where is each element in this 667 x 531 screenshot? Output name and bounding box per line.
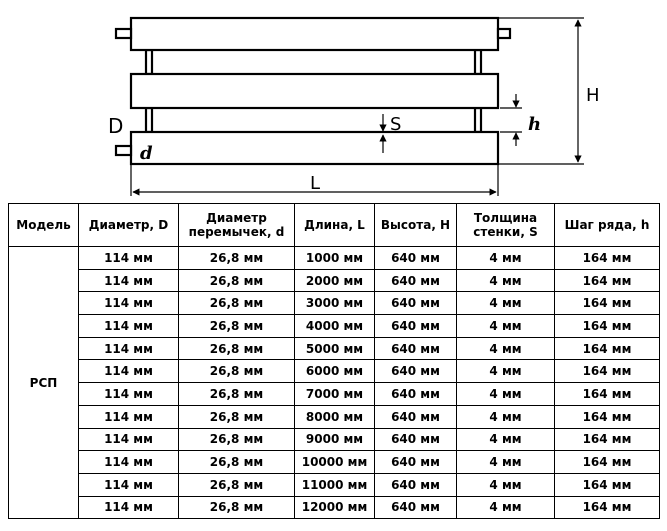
cell-height: 640 мм	[375, 405, 457, 428]
label-D: D	[108, 114, 124, 138]
cell-height: 640 мм	[375, 337, 457, 360]
label-S: S	[390, 114, 402, 135]
cell-wall-thickness: 4 мм	[457, 451, 555, 474]
cell-height: 640 мм	[375, 360, 457, 383]
cell-height: 640 мм	[375, 292, 457, 315]
cell-row-step: 164 мм	[555, 405, 660, 428]
cell-diameter: 114 мм	[79, 428, 179, 451]
cell-wall-thickness: 4 мм	[457, 269, 555, 292]
table-row	[9, 451, 660, 474]
cell-jumper-diameter: 26,8 мм	[179, 247, 295, 270]
cell-jumper-diameter: 26,8 мм	[179, 292, 295, 315]
cell-row-step: 164 мм	[555, 428, 660, 451]
cell-height: 640 мм	[375, 247, 457, 270]
cell-wall-thickness: 4 мм	[457, 496, 555, 519]
cell-model: РСП	[9, 247, 79, 519]
cell-length: 9000 мм	[295, 428, 375, 451]
cell-wall-thickness: 4 мм	[457, 405, 555, 428]
table-row	[9, 428, 660, 451]
cell-length: 12000 мм	[295, 496, 375, 519]
pipe-bottom	[131, 132, 498, 164]
header-diameter: Диаметр, D	[79, 204, 179, 247]
cell-row-step: 164 мм	[555, 292, 660, 315]
cell-row-step: 164 мм	[555, 496, 660, 519]
cell-wall-thickness: 4 мм	[457, 383, 555, 406]
cell-row-step: 164 мм	[555, 383, 660, 406]
pipe-middle	[131, 74, 498, 108]
cell-wall-thickness: 4 мм	[457, 292, 555, 315]
table-row	[9, 473, 660, 496]
cell-height: 640 мм	[375, 496, 457, 519]
cell-jumper-diameter: 26,8 мм	[179, 428, 295, 451]
label-d: d	[140, 143, 153, 164]
table-row	[9, 292, 660, 315]
cell-jumper-diameter: 26,8 мм	[179, 360, 295, 383]
cell-diameter: 114 мм	[79, 383, 179, 406]
pipe-top	[131, 18, 498, 50]
header-jumper-diameter: Диаметр перемычек, d	[179, 204, 295, 247]
cell-diameter: 114 мм	[79, 247, 179, 270]
jumper	[475, 50, 481, 74]
cell-row-step: 164 мм	[555, 473, 660, 496]
cell-length: 11000 мм	[295, 473, 375, 496]
header-height: Высота, H	[375, 204, 457, 247]
cell-wall-thickness: 4 мм	[457, 337, 555, 360]
cell-diameter: 114 мм	[79, 292, 179, 315]
cell-diameter: 114 мм	[79, 496, 179, 519]
cell-height: 640 мм	[375, 473, 457, 496]
label-L: L	[310, 173, 321, 194]
jumper	[146, 108, 152, 132]
cell-row-step: 164 мм	[555, 360, 660, 383]
cell-jumper-diameter: 26,8 мм	[179, 405, 295, 428]
label-h: h	[528, 114, 542, 135]
jumper	[475, 108, 481, 132]
cell-diameter: 114 мм	[79, 337, 179, 360]
inlet-nozzle	[116, 29, 131, 38]
radiator-drawing	[0, 0, 667, 200]
cell-jumper-diameter: 26,8 мм	[179, 496, 295, 519]
table-row	[9, 496, 660, 519]
table-row	[9, 337, 660, 360]
specification-table	[8, 203, 660, 519]
cell-height: 640 мм	[375, 315, 457, 338]
cell-jumper-diameter: 26,8 мм	[179, 451, 295, 474]
header-wall-thickness: Толщина стенки, S	[457, 204, 555, 247]
cell-height: 640 мм	[375, 383, 457, 406]
cell-length: 5000 мм	[295, 337, 375, 360]
cell-diameter: 114 мм	[79, 405, 179, 428]
cell-length: 7000 мм	[295, 383, 375, 406]
cell-wall-thickness: 4 мм	[457, 315, 555, 338]
table-row	[9, 383, 660, 406]
cell-length: 3000 мм	[295, 292, 375, 315]
label-H: H	[586, 85, 600, 106]
cell-length: 1000 мм	[295, 247, 375, 270]
outlet-nozzle	[498, 29, 510, 38]
cell-wall-thickness: 4 мм	[457, 473, 555, 496]
cell-wall-thickness: 4 мм	[457, 428, 555, 451]
table-row	[9, 269, 660, 292]
cell-row-step: 164 мм	[555, 337, 660, 360]
table-header-row	[9, 204, 660, 247]
table-row	[9, 315, 660, 338]
cell-length: 8000 мм	[295, 405, 375, 428]
table-row	[9, 247, 660, 270]
cell-jumper-diameter: 26,8 мм	[179, 383, 295, 406]
cell-diameter: 114 мм	[79, 473, 179, 496]
cell-height: 640 мм	[375, 428, 457, 451]
jumper	[146, 50, 152, 74]
header-row-step: Шаг ряда, h	[555, 204, 660, 247]
cell-jumper-diameter: 26,8 мм	[179, 269, 295, 292]
cell-wall-thickness: 4 мм	[457, 247, 555, 270]
cell-length: 10000 мм	[295, 451, 375, 474]
cell-diameter: 114 мм	[79, 315, 179, 338]
header-length: Длина, L	[295, 204, 375, 247]
cell-row-step: 164 мм	[555, 315, 660, 338]
cell-length: 6000 мм	[295, 360, 375, 383]
cell-jumper-diameter: 26,8 мм	[179, 315, 295, 338]
cell-row-step: 164 мм	[555, 247, 660, 270]
table-row	[9, 405, 660, 428]
cell-height: 640 мм	[375, 269, 457, 292]
bottom-nozzle	[116, 146, 131, 155]
cell-jumper-diameter: 26,8 мм	[179, 473, 295, 496]
cell-diameter: 114 мм	[79, 451, 179, 474]
cell-height: 640 мм	[375, 451, 457, 474]
cell-diameter: 114 мм	[79, 269, 179, 292]
table-row	[9, 360, 660, 383]
cell-length: 4000 мм	[295, 315, 375, 338]
cell-length: 2000 мм	[295, 269, 375, 292]
cell-jumper-diameter: 26,8 мм	[179, 337, 295, 360]
cell-row-step: 164 мм	[555, 269, 660, 292]
cell-wall-thickness: 4 мм	[457, 360, 555, 383]
cell-row-step: 164 мм	[555, 451, 660, 474]
cell-diameter: 114 мм	[79, 360, 179, 383]
header-model: Модель	[9, 204, 79, 247]
